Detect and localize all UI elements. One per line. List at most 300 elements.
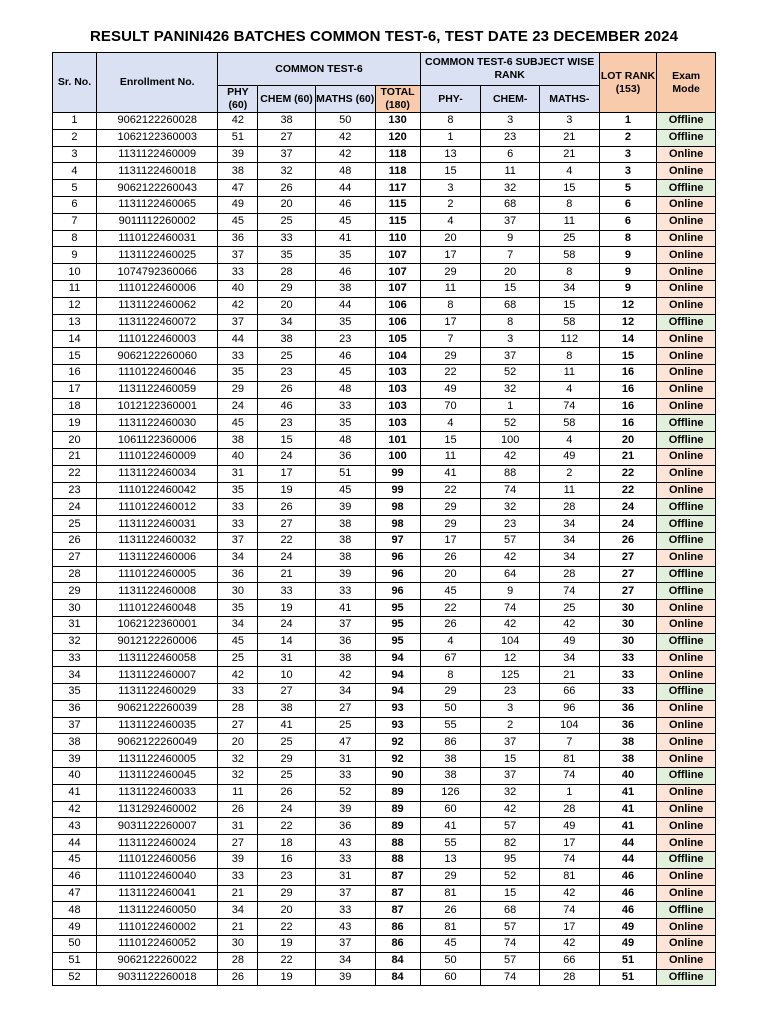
exam-mode: Online <box>657 549 716 566</box>
maths-rank: 11 <box>539 482 599 499</box>
exam-mode: Online <box>657 364 716 381</box>
table-row <box>53 784 716 801</box>
maths-rank: 21 <box>539 129 599 146</box>
header-enrollment: Enrollment No. <box>96 53 217 113</box>
chem-rank: 74 <box>481 936 540 953</box>
phy-rank: 4 <box>420 415 481 432</box>
chem-marks: 19 <box>258 936 316 953</box>
sr-no: 2 <box>53 129 97 146</box>
lot-rank: 9 <box>599 247 657 264</box>
table-row <box>53 600 716 617</box>
maths-marks: 42 <box>315 667 375 684</box>
chem-rank: 37 <box>481 348 540 365</box>
exam-mode: Offline <box>657 180 716 197</box>
phy-rank: 11 <box>420 448 481 465</box>
phy-rank: 29 <box>420 264 481 281</box>
maths-marks: 36 <box>315 818 375 835</box>
exam-mode: Online <box>657 667 716 684</box>
table-row <box>53 936 716 953</box>
chem-rank: 20 <box>481 264 540 281</box>
enrollment-no: 9031122260018 <box>96 969 217 986</box>
sr-no: 24 <box>53 499 97 516</box>
chem-marks: 23 <box>258 364 316 381</box>
phy-rank: 86 <box>420 734 481 751</box>
enrollment-no: 9062122260060 <box>96 348 217 365</box>
total-marks: 120 <box>375 129 420 146</box>
enrollment-no: 1131122460062 <box>96 297 217 314</box>
chem-marks: 18 <box>258 835 316 852</box>
enrollment-no: 1131122460058 <box>96 650 217 667</box>
maths-rank: 81 <box>539 751 599 768</box>
chem-marks: 19 <box>258 482 316 499</box>
maths-rank: 42 <box>539 885 599 902</box>
lot-rank: 30 <box>599 600 657 617</box>
exam-mode: Online <box>657 801 716 818</box>
table-row <box>53 146 716 163</box>
table-row <box>53 633 716 650</box>
chem-marks: 19 <box>258 600 316 617</box>
chem-rank: 37 <box>481 213 540 230</box>
total-marks: 88 <box>375 835 420 852</box>
enrollment-no: 1074792360066 <box>96 264 217 281</box>
exam-mode: Online <box>657 163 716 180</box>
chem-marks: 33 <box>258 583 316 600</box>
phy-marks: 38 <box>218 432 258 449</box>
exam-mode: Online <box>657 297 716 314</box>
phy-marks: 33 <box>218 684 258 701</box>
table-row <box>53 398 716 415</box>
maths-rank: 66 <box>539 684 599 701</box>
phy-rank: 3 <box>420 180 481 197</box>
lot-rank: 22 <box>599 465 657 482</box>
maths-rank: 42 <box>539 936 599 953</box>
total-marks: 106 <box>375 297 420 314</box>
lot-rank: 22 <box>599 482 657 499</box>
phy-marks: 28 <box>218 952 258 969</box>
phy-rank: 13 <box>420 146 481 163</box>
total-marks: 117 <box>375 180 420 197</box>
exam-mode: Online <box>657 952 716 969</box>
maths-rank: 81 <box>539 868 599 885</box>
enrollment-no: 9012122260006 <box>96 633 217 650</box>
chem-rank: 100 <box>481 432 540 449</box>
chem-rank: 1 <box>481 398 540 415</box>
maths-marks: 45 <box>315 364 375 381</box>
chem-rank: 32 <box>481 784 540 801</box>
chem-rank: 12 <box>481 650 540 667</box>
lot-rank: 46 <box>599 868 657 885</box>
maths-rank: 8 <box>539 348 599 365</box>
exam-mode: Online <box>657 482 716 499</box>
chem-rank: 15 <box>481 885 540 902</box>
exam-mode: Offline <box>657 969 716 986</box>
chem-rank: 82 <box>481 835 540 852</box>
header-chem: CHEM (60) <box>258 86 316 113</box>
table-row <box>53 297 716 314</box>
sr-no: 34 <box>53 667 97 684</box>
chem-rank: 52 <box>481 415 540 432</box>
table-row <box>53 213 716 230</box>
sr-no: 46 <box>53 868 97 885</box>
exam-mode: Online <box>657 196 716 213</box>
chem-rank: 88 <box>481 465 540 482</box>
exam-mode: Online <box>657 381 716 398</box>
phy-marks: 33 <box>218 264 258 281</box>
phy-rank: 15 <box>420 163 481 180</box>
exam-mode: Offline <box>657 516 716 533</box>
enrollment-no: 1110122460040 <box>96 868 217 885</box>
maths-marks: 33 <box>315 902 375 919</box>
total-marks: 98 <box>375 499 420 516</box>
sr-no: 5 <box>53 180 97 197</box>
phy-marks: 39 <box>218 852 258 869</box>
maths-rank: 58 <box>539 415 599 432</box>
phy-marks: 37 <box>218 532 258 549</box>
chem-rank: 95 <box>481 852 540 869</box>
maths-marks: 47 <box>315 734 375 751</box>
chem-marks: 38 <box>258 700 316 717</box>
sr-no: 49 <box>53 919 97 936</box>
chem-rank: 42 <box>481 616 540 633</box>
lot-rank: 12 <box>599 297 657 314</box>
phy-marks: 33 <box>218 516 258 533</box>
total-marks: 110 <box>375 230 420 247</box>
maths-rank: 21 <box>539 146 599 163</box>
chem-rank: 6 <box>481 146 540 163</box>
table-row <box>53 331 716 348</box>
total-marks: 107 <box>375 247 420 264</box>
phy-marks: 33 <box>218 348 258 365</box>
chem-marks: 38 <box>258 113 316 130</box>
chem-marks: 20 <box>258 902 316 919</box>
sr-no: 17 <box>53 381 97 398</box>
maths-rank: 11 <box>539 364 599 381</box>
enrollment-no: 1110122460056 <box>96 852 217 869</box>
lot-rank: 24 <box>599 516 657 533</box>
phy-rank: 17 <box>420 532 481 549</box>
sr-no: 1 <box>53 113 97 130</box>
phy-marks: 51 <box>218 129 258 146</box>
phy-rank: 13 <box>420 852 481 869</box>
table-row <box>53 348 716 365</box>
enrollment-no: 1131122460065 <box>96 196 217 213</box>
chem-rank: 125 <box>481 667 540 684</box>
phy-marks: 45 <box>218 415 258 432</box>
enrollment-no: 9062122260043 <box>96 180 217 197</box>
lot-rank: 20 <box>599 432 657 449</box>
results-table <box>52 52 716 986</box>
enrollment-no: 1012122360001 <box>96 398 217 415</box>
phy-rank: 2 <box>420 196 481 213</box>
chem-rank: 3 <box>481 113 540 130</box>
phy-marks: 37 <box>218 247 258 264</box>
phy-marks: 32 <box>218 768 258 785</box>
phy-marks: 33 <box>218 499 258 516</box>
sr-no: 42 <box>53 801 97 818</box>
total-marks: 89 <box>375 801 420 818</box>
maths-rank: 58 <box>539 247 599 264</box>
phy-marks: 20 <box>218 734 258 751</box>
enrollment-no: 1131122460006 <box>96 549 217 566</box>
results-body <box>53 113 716 986</box>
lot-rank: 6 <box>599 213 657 230</box>
total-marks: 89 <box>375 784 420 801</box>
enrollment-no: 1110122460031 <box>96 230 217 247</box>
table-row <box>53 196 716 213</box>
lot-rank: 16 <box>599 415 657 432</box>
total-marks: 103 <box>375 364 420 381</box>
maths-rank: 74 <box>539 902 599 919</box>
table-row <box>53 835 716 852</box>
phy-rank: 11 <box>420 280 481 297</box>
sr-no: 14 <box>53 331 97 348</box>
total-marks: 99 <box>375 482 420 499</box>
enrollment-no: 1131122460035 <box>96 717 217 734</box>
maths-rank: 4 <box>539 381 599 398</box>
table-row <box>53 818 716 835</box>
table-row <box>53 482 716 499</box>
phy-marks: 34 <box>218 549 258 566</box>
maths-rank: 15 <box>539 297 599 314</box>
phy-marks: 33 <box>218 868 258 885</box>
table-row <box>53 280 716 297</box>
total-marks: 103 <box>375 415 420 432</box>
maths-rank: 112 <box>539 331 599 348</box>
header-phy-rank: PHY- <box>420 86 481 113</box>
maths-marks: 38 <box>315 532 375 549</box>
lot-rank: 16 <box>599 381 657 398</box>
exam-mode: Online <box>657 398 716 415</box>
phy-marks: 31 <box>218 818 258 835</box>
chem-marks: 23 <box>258 868 316 885</box>
total-marks: 96 <box>375 566 420 583</box>
phy-marks: 45 <box>218 213 258 230</box>
total-marks: 87 <box>375 902 420 919</box>
chem-marks: 41 <box>258 717 316 734</box>
sr-no: 45 <box>53 852 97 869</box>
total-marks: 84 <box>375 952 420 969</box>
sr-no: 25 <box>53 516 97 533</box>
exam-mode: Offline <box>657 314 716 331</box>
phy-rank: 49 <box>420 381 481 398</box>
chem-marks: 24 <box>258 448 316 465</box>
exam-mode: Online <box>657 700 716 717</box>
total-marks: 95 <box>375 616 420 633</box>
chem-rank: 3 <box>481 700 540 717</box>
table-row <box>53 885 716 902</box>
phy-marks: 34 <box>218 616 258 633</box>
lot-rank: 12 <box>599 314 657 331</box>
phy-marks: 39 <box>218 146 258 163</box>
sr-no: 21 <box>53 448 97 465</box>
table-row <box>53 919 716 936</box>
lot-rank: 49 <box>599 936 657 953</box>
enrollment-no: 1131122460034 <box>96 465 217 482</box>
exam-mode: Online <box>657 331 716 348</box>
maths-marks: 33 <box>315 583 375 600</box>
sr-no: 33 <box>53 650 97 667</box>
phy-marks: 35 <box>218 482 258 499</box>
lot-rank: 38 <box>599 734 657 751</box>
exam-mode: Online <box>657 919 716 936</box>
phy-marks: 30 <box>218 583 258 600</box>
phy-marks: 28 <box>218 700 258 717</box>
chem-rank: 9 <box>481 230 540 247</box>
chem-rank: 32 <box>481 381 540 398</box>
lot-rank: 51 <box>599 969 657 986</box>
sr-no: 11 <box>53 280 97 297</box>
chem-marks: 46 <box>258 398 316 415</box>
enrollment-no: 1131122460045 <box>96 768 217 785</box>
maths-marks: 41 <box>315 600 375 617</box>
sr-no: 28 <box>53 566 97 583</box>
maths-rank: 8 <box>539 196 599 213</box>
maths-marks: 42 <box>315 146 375 163</box>
maths-rank: 2 <box>539 465 599 482</box>
chem-marks: 22 <box>258 952 316 969</box>
lot-rank: 46 <box>599 885 657 902</box>
enrollment-no: 1131292460002 <box>96 801 217 818</box>
chem-marks: 22 <box>258 919 316 936</box>
phy-marks: 44 <box>218 331 258 348</box>
phy-rank: 41 <box>420 465 481 482</box>
enrollment-no: 9062122260022 <box>96 952 217 969</box>
phy-rank: 38 <box>420 751 481 768</box>
table-row <box>53 180 716 197</box>
sr-no: 7 <box>53 213 97 230</box>
chem-rank: 57 <box>481 919 540 936</box>
table-row <box>53 952 716 969</box>
enrollment-no: 1131122460030 <box>96 415 217 432</box>
exam-mode: Offline <box>657 566 716 583</box>
chem-marks: 25 <box>258 213 316 230</box>
exam-mode: Online <box>657 717 716 734</box>
phy-rank: 41 <box>420 818 481 835</box>
sr-no: 50 <box>53 936 97 953</box>
maths-marks: 48 <box>315 381 375 398</box>
table-row <box>53 129 716 146</box>
chem-rank: 42 <box>481 448 540 465</box>
total-marks: 94 <box>375 684 420 701</box>
phy-marks: 36 <box>218 566 258 583</box>
lot-rank: 6 <box>599 196 657 213</box>
header-common-test: COMMON TEST-6 <box>218 53 420 86</box>
maths-marks: 48 <box>315 432 375 449</box>
total-marks: 87 <box>375 868 420 885</box>
chem-marks: 33 <box>258 230 316 247</box>
maths-marks: 37 <box>315 936 375 953</box>
chem-rank: 9 <box>481 583 540 600</box>
chem-marks: 21 <box>258 566 316 583</box>
sr-no: 22 <box>53 465 97 482</box>
exam-mode: Online <box>657 818 716 835</box>
enrollment-no: 9062122260028 <box>96 113 217 130</box>
chem-marks: 20 <box>258 297 316 314</box>
maths-rank: 4 <box>539 163 599 180</box>
chem-rank: 57 <box>481 818 540 835</box>
sr-no: 32 <box>53 633 97 650</box>
maths-rank: 28 <box>539 499 599 516</box>
header-subject-rank: COMMON TEST-6 SUBJECT WISE RANK <box>420 53 599 86</box>
maths-rank: 74 <box>539 583 599 600</box>
chem-marks: 29 <box>258 885 316 902</box>
lot-rank: 27 <box>599 549 657 566</box>
total-marks: 103 <box>375 398 420 415</box>
enrollment-no: 1131122460033 <box>96 784 217 801</box>
maths-marks: 39 <box>315 566 375 583</box>
maths-marks: 38 <box>315 650 375 667</box>
chem-rank: 57 <box>481 952 540 969</box>
chem-marks: 24 <box>258 801 316 818</box>
chem-rank: 37 <box>481 768 540 785</box>
phy-marks: 38 <box>218 163 258 180</box>
total-marks: 93 <box>375 717 420 734</box>
maths-marks: 31 <box>315 751 375 768</box>
lot-rank: 14 <box>599 331 657 348</box>
table-row <box>53 734 716 751</box>
sr-no: 41 <box>53 784 97 801</box>
enrollment-no: 1131122460024 <box>96 835 217 852</box>
phy-marks: 42 <box>218 113 258 130</box>
phy-rank: 15 <box>420 432 481 449</box>
maths-rank: 3 <box>539 113 599 130</box>
phy-marks: 45 <box>218 633 258 650</box>
chem-marks: 27 <box>258 516 316 533</box>
maths-marks: 45 <box>315 213 375 230</box>
enrollment-no: 1110122460042 <box>96 482 217 499</box>
lot-rank: 33 <box>599 684 657 701</box>
maths-rank: 4 <box>539 432 599 449</box>
chem-rank: 57 <box>481 532 540 549</box>
phy-rank: 22 <box>420 600 481 617</box>
exam-mode: Online <box>657 885 716 902</box>
maths-marks: 52 <box>315 784 375 801</box>
phy-rank: 81 <box>420 885 481 902</box>
sr-no: 39 <box>53 751 97 768</box>
chem-rank: 15 <box>481 751 540 768</box>
maths-marks: 38 <box>315 280 375 297</box>
chem-marks: 34 <box>258 314 316 331</box>
maths-marks: 41 <box>315 230 375 247</box>
table-row <box>53 616 716 633</box>
exam-mode: Online <box>657 448 716 465</box>
enrollment-no: 1062122360001 <box>96 616 217 633</box>
phy-marks: 35 <box>218 364 258 381</box>
exam-mode: Offline <box>657 432 716 449</box>
phy-marks: 35 <box>218 600 258 617</box>
exam-mode: Online <box>657 280 716 297</box>
table-row <box>53 583 716 600</box>
header-exam-mode: Exam Mode <box>657 53 716 113</box>
lot-rank: 30 <box>599 633 657 650</box>
lot-rank: 36 <box>599 717 657 734</box>
chem-marks: 24 <box>258 549 316 566</box>
table-row <box>53 415 716 432</box>
phy-rank: 70 <box>420 398 481 415</box>
exam-mode: Offline <box>657 113 716 130</box>
table-row <box>53 247 716 264</box>
enrollment-no: 9062122260039 <box>96 700 217 717</box>
phy-rank: 81 <box>420 919 481 936</box>
lot-rank: 16 <box>599 364 657 381</box>
phy-rank: 26 <box>420 549 481 566</box>
maths-marks: 46 <box>315 196 375 213</box>
phy-rank: 126 <box>420 784 481 801</box>
lot-rank: 41 <box>599 818 657 835</box>
total-marks: 96 <box>375 549 420 566</box>
lot-rank: 2 <box>599 129 657 146</box>
exam-mode: Offline <box>657 684 716 701</box>
